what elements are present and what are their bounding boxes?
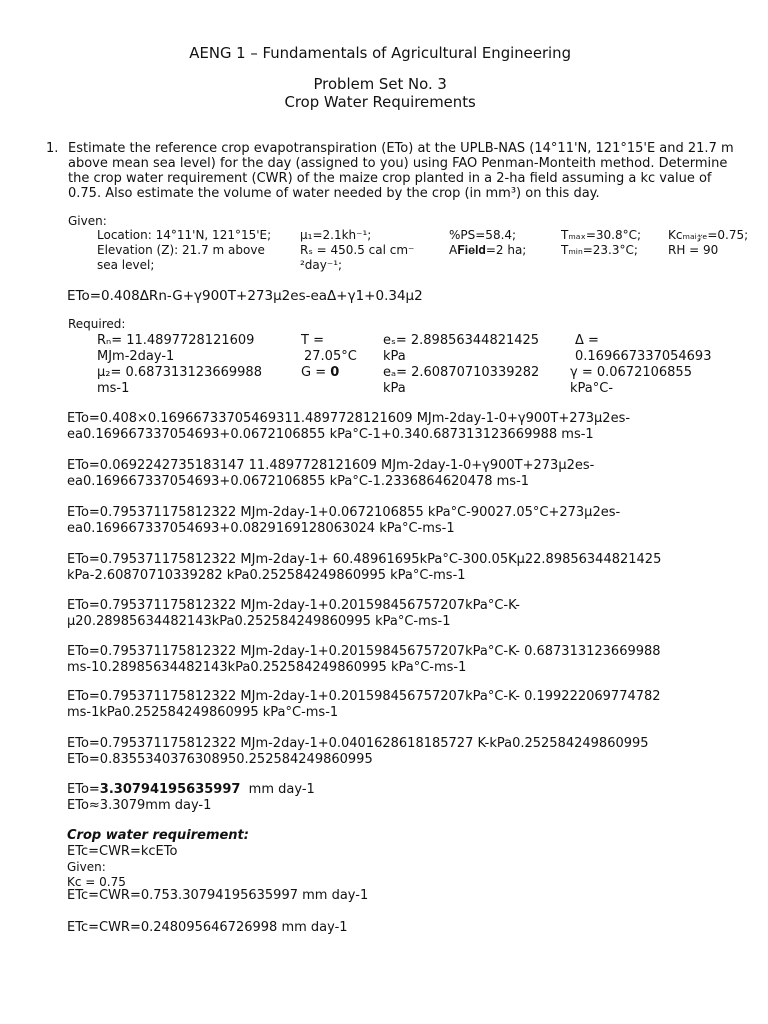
required-ea-unit: kPa <box>383 381 406 396</box>
calc-step-1-line-2: ea0.169667337054693+0.0672106855 kPa°C-1+0.340.687313123669988 ms-1 <box>67 427 594 442</box>
given-tmax: Tₘₐₓ=30.8°C; <box>561 228 642 242</box>
required-label: Required: <box>68 317 126 331</box>
topic-title: Crop Water Requirements <box>284 93 476 111</box>
eto-result: ETo=3.30794195635997 mm day-1 <box>67 782 315 797</box>
problem-text-line-2: above mean sea level) for the day (assigned to you) using FAO Penman-Monteith method. Determine <box>68 156 728 171</box>
calc-step-8-line-2: ETo=0.8355340376308950.252584249860995 <box>67 752 373 767</box>
required-u2-unit: ms-1 <box>97 381 130 396</box>
calc-step-5-line-2: μ20.28985634482143kPa0.252584249860995 kPa°C-ms-1 <box>67 614 451 629</box>
required-t: T = <box>301 333 324 348</box>
given-rh: RH = 90 <box>668 243 719 257</box>
eto-approx: ETo≈3.3079mm day-1 <box>67 798 212 813</box>
given-afield: A𝐅𝐢𝐞𝐥𝐝=2 ha; <box>449 243 527 257</box>
problem-text-line-3: the crop water requirement (CWR) of the maize crop planted in a 2-ha field assuming a kc value of <box>68 171 712 186</box>
calc-step-7-line-1: ETo=0.795371175812322 MJm-2day-1+0.201598456757207kPa°C-K- 0.199222069774782 <box>67 689 661 704</box>
penman-monteith-formula: ETo=0.408ΔRn-G+γ900T+273μ2es-eaΔ+γ1+0.34μ2 <box>67 288 423 304</box>
calc-step-3-line-2: ea0.169667337054693+0.0829169128063024 kPa°C-ms-1 <box>67 521 455 536</box>
required-u2: μ₂= 0.687313123669988 <box>97 365 262 380</box>
calc-step-7-line-2: ms-1kPa0.252584249860995 kPa°C-ms-1 <box>67 705 339 720</box>
cwr-given-label: Given: <box>67 860 106 874</box>
given-u1: μ₁=2.1kh⁻¹; <box>300 228 372 242</box>
calc-step-4-line-1: ETo=0.795371175812322 MJm-2day-1+ 60.48961695kPa°C-300.05Kμ22.89856344821425 <box>67 552 662 567</box>
given-tmin: Tₘᵢₙ=23.3°C; <box>561 243 638 257</box>
calc-step-2-line-2: ea0.169667337054693+0.0672106855 kPa°C-1.2336864620478 ms-1 <box>67 474 530 489</box>
calc-step-4-line-2: kPa-2.60870710339282 kPa0.252584249860995 kPa°C-ms-1 <box>67 568 466 583</box>
given-rs-line-2: ²day⁻¹; <box>300 258 343 272</box>
given-kc: Kcₘₐᵢ𝓏ₑ=0.75; <box>668 228 749 242</box>
required-delta-value: 0.169667337054693 <box>575 349 712 364</box>
cwr-step-2: ETc=CWR=0.248095646726998 mm day-1 <box>67 920 348 935</box>
required-ea: eₐ= 2.60870710339282 <box>383 365 540 380</box>
cwr-formula: ETc=CWR=kcETo <box>67 844 178 859</box>
calc-step-2-line-1: ETo=0.0692242735183147 11.4897728121609 MJm-2day-1-0+γ900T+273μ2es- <box>67 458 595 473</box>
problem-text-line-1: Estimate the reference crop evapotranspiration (ETo) at the UPLB-NAS (14°11'N, 121°15'E and 21.7 m <box>68 141 734 156</box>
required-t-value: 27.05°C <box>304 349 357 364</box>
given-location: Location: 14°11'N, 121°15'E; <box>97 228 272 242</box>
calc-step-8-line-1: ETo=0.795371175812322 MJm-2day-1+0.0401628618185727 K-kPa0.252584249860995 <box>67 736 649 751</box>
problem-set-title: Problem Set No. 3 <box>313 75 447 93</box>
required-es-unit: kPa <box>383 349 406 364</box>
cwr-heading: Crop water requirement: <box>67 828 249 843</box>
cwr-step-1: ETc=CWR=0.753.30794195635997 mm day-1 <box>67 888 369 903</box>
problem-number: 1. <box>46 141 59 156</box>
required-gamma: γ = 0.0672106855 <box>570 365 692 380</box>
given-ps: %PS=58.4; <box>449 228 517 242</box>
course-title: AENG 1 – Fundamentals of Agricultural Engineering <box>189 44 572 62</box>
given-label: Given: <box>68 214 107 228</box>
required-rn-unit: MJm-2day-1 <box>97 349 175 364</box>
given-rs-line-1: Rₛ = 450.5 cal cm⁻ <box>300 243 415 257</box>
required-delta: Δ = <box>575 333 599 348</box>
problem-text-line-4: 0.75. Also estimate the volume of water needed by the crop (in mm³) on this day. <box>68 186 600 201</box>
required-g: G = 0 <box>301 365 340 380</box>
given-elevation-line-2: sea level; <box>97 258 155 272</box>
calc-step-6-line-1: ETo=0.795371175812322 MJm-2day-1+0.201598456757207kPa°C-K- 0.687313123669988 <box>67 644 661 659</box>
given-elevation-line-1: Elevation (Z): 21.7 m above <box>97 243 265 257</box>
calc-step-5-line-1: ETo=0.795371175812322 MJm-2day-1+0.201598456757207kPa°C-K- <box>67 598 520 613</box>
calc-step-3-line-1: ETo=0.795371175812322 MJm-2day-1+0.0672106855 kPa°C-90027.05°C+273μ2es- <box>67 505 621 520</box>
required-gamma-unit: kPa°C- <box>570 381 614 396</box>
required-es: eₛ= 2.89856344821425 <box>383 333 540 348</box>
calc-step-6-line-2: ms-10.28985634482143kPa0.252584249860995 kPa°C-ms-1 <box>67 660 467 675</box>
cwr-kc: Kc = 0.75 <box>67 875 126 889</box>
calc-step-1-line-1: ETo=0.408×0.16966733705469311.4897728121609 MJm-2day-1-0+γ900T+273μ2es- <box>67 411 631 426</box>
required-rn: Rₙ= 11.4897728121609 <box>97 333 255 348</box>
